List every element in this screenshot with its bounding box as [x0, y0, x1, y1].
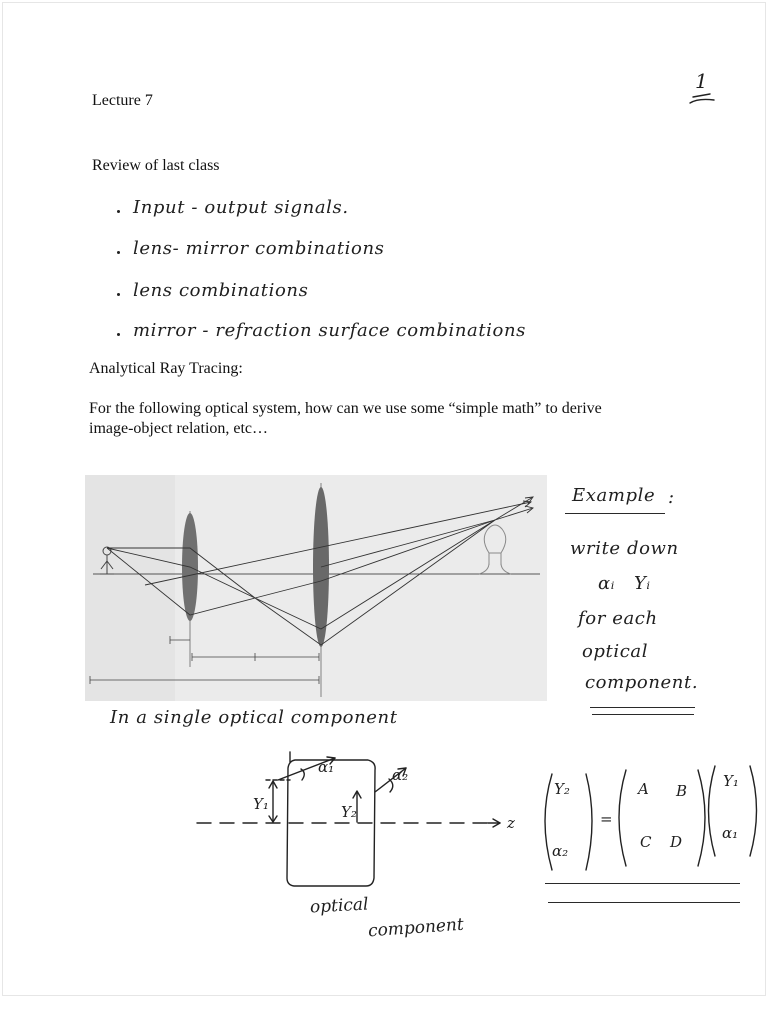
example-line: for each	[578, 608, 658, 629]
equals-sign: =	[600, 810, 613, 828]
single-component-diagram	[190, 740, 520, 910]
page-number-underline	[688, 92, 718, 106]
example-underline	[565, 513, 665, 514]
axis-z-label: z	[507, 814, 515, 832]
component-label: component	[367, 914, 465, 942]
rhs-alpha1: α₁	[722, 824, 739, 842]
component-label: optical	[309, 894, 369, 918]
example-line: component.	[585, 672, 699, 693]
matrix-element-d: D	[670, 833, 683, 851]
example-colon: :	[668, 487, 675, 508]
rhs-y1: Y₁	[723, 772, 739, 790]
matrix-left-paren	[619, 770, 626, 866]
rhs-left-paren	[709, 766, 716, 856]
bullet-dot	[117, 293, 120, 296]
example-line: write down	[570, 538, 679, 559]
lhs-alpha2: α₂	[552, 842, 569, 860]
alpha1-label: α₁	[318, 758, 335, 776]
review-item: lens combinations	[133, 280, 309, 301]
section-paragraph-line: image-object relation, etc…	[89, 420, 269, 437]
lhs-left-paren	[545, 774, 552, 870]
bullet-dot	[117, 333, 120, 336]
section-paragraph-line: For the following optical system, how can we use some “simple math” to derive	[89, 400, 602, 417]
example-double-underline	[592, 714, 694, 715]
matrix-element-a: A	[638, 780, 649, 798]
matrix-double-underline	[548, 902, 740, 903]
matrix-element-b: B	[676, 782, 688, 800]
review-item: Input - output signals.	[133, 197, 349, 218]
single-component-caption: In a single optical component	[110, 707, 398, 728]
review-item: lens- mirror combinations	[133, 238, 385, 259]
optical-system-figure	[85, 475, 547, 701]
section-heading: Analytical Ray Tracing:	[89, 360, 243, 377]
y2-label: Y₂	[341, 803, 357, 821]
example-double-underline	[590, 707, 695, 708]
y1-label: Y₁	[253, 795, 269, 813]
bullet-dot	[117, 251, 120, 254]
bullet-dot	[117, 210, 120, 213]
alpha2-label: α₂	[392, 766, 409, 784]
example-line: αᵢ Yᵢ	[598, 573, 651, 594]
review-item: mirror - refraction surface combinations	[133, 320, 527, 341]
page-number: 1	[695, 69, 709, 93]
figure-shading	[85, 475, 175, 701]
example-title: Example	[572, 485, 656, 506]
matrix-element-c: C	[640, 833, 652, 851]
lecture-title: Lecture 7	[92, 92, 153, 109]
example-line: optical	[582, 641, 649, 662]
matrix-right-paren	[698, 770, 705, 866]
rhs-right-paren	[750, 766, 757, 856]
lhs-right-paren	[586, 774, 592, 870]
review-heading: Review of last class	[92, 157, 220, 174]
lhs-y2: Y₂	[554, 780, 570, 798]
matrix-double-underline	[545, 883, 740, 884]
